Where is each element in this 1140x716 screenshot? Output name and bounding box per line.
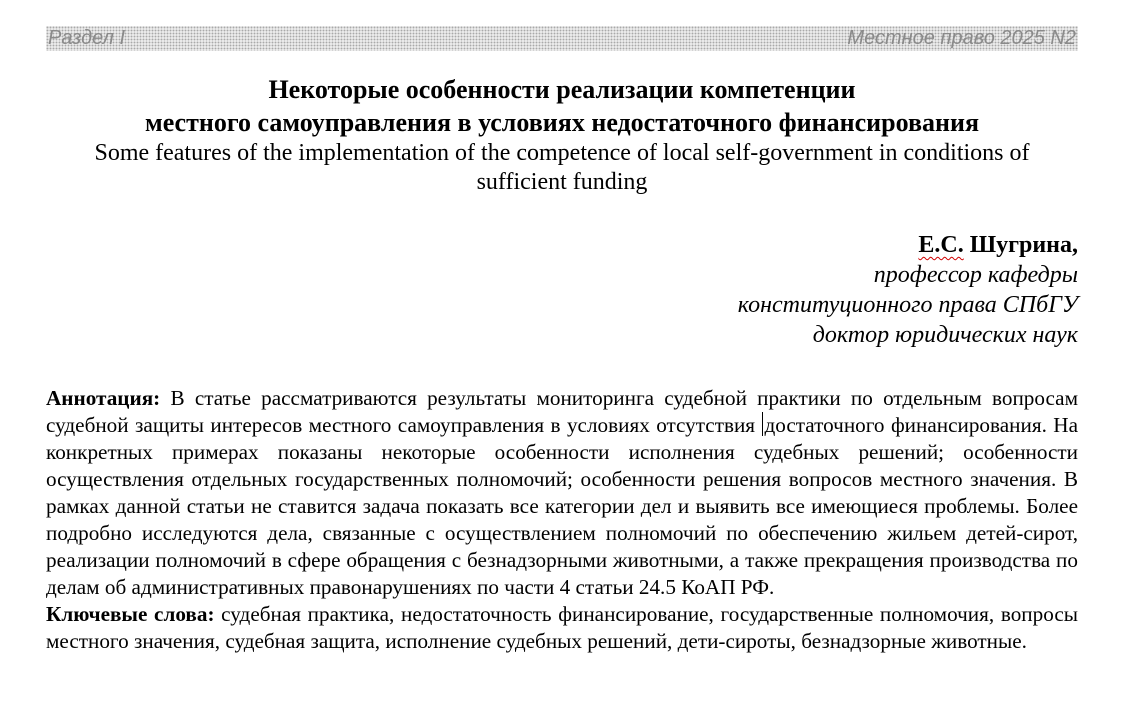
author-block — [46, 230, 1078, 350]
keywords-paragraph[interactable] — [46, 601, 1078, 655]
author-name — [46, 230, 1078, 260]
abstract-text-part2: достаточного финансирования. На конкретных примерах показаны некоторые особенности исполнения судебных решений; особенности осуществления отдельных государственных полномочий; особенности решения вопросов местного значения. В рамках данной статьи не ставится задача показать все категории дел и выявить все имеющиеся проблемы. Более подробно исследуются дела, связанные с осуществлением полномочий по обеспечению жильем детей-сирот, реализации полномочий в сфере обращения с безнадзорными животными, а также прекращения производства по делам об административных правонарушениях по части 4 статьи 24.5 КоАП РФ. — [46, 413, 1078, 599]
running-header — [46, 26, 1078, 51]
keywords-text: судебная практика, недостаточность финансирование, государственные полномочия, вопросы местного значения, судебная защита, исполнение судебных решений, дети-сироты, безнадзорные животные. — [46, 602, 1078, 653]
author-initials: Е.С. — [918, 232, 964, 258]
article-title: Некоторые особенности реализации компетенции местного самоуправления в условиях недостаточного финансирования — [144, 75, 980, 137]
abstract-text-part1: В статье рассматриваются результаты мониторинга судебной практики по отдельным вопросам судебной защиты интересов местного самоуправления в условиях отсутствия — [46, 386, 1078, 437]
author-degree: доктор юридических наук — [812, 322, 1078, 348]
journal-label: Местное право 2025 N2 — [847, 27, 1076, 49]
section-label: Раздел I — [48, 27, 126, 49]
author-position-line1: профессор кафедры — [873, 262, 1078, 288]
keywords-label: Ключевые слова: — [46, 602, 215, 626]
article-subtitle-en: Some features of the implementation of the competence of local self-government in conditions of sufficient funding — [94, 140, 1030, 195]
author-surname: Шугрина, — [963, 232, 1078, 258]
abstract-section[interactable] — [46, 385, 1078, 655]
abstract-label: Аннотация: — [46, 386, 161, 410]
author-position-line2: конституционного права СПбГУ — [737, 292, 1078, 318]
abstract-paragraph[interactable] — [46, 385, 1078, 601]
document-page — [46, 26, 1078, 655]
